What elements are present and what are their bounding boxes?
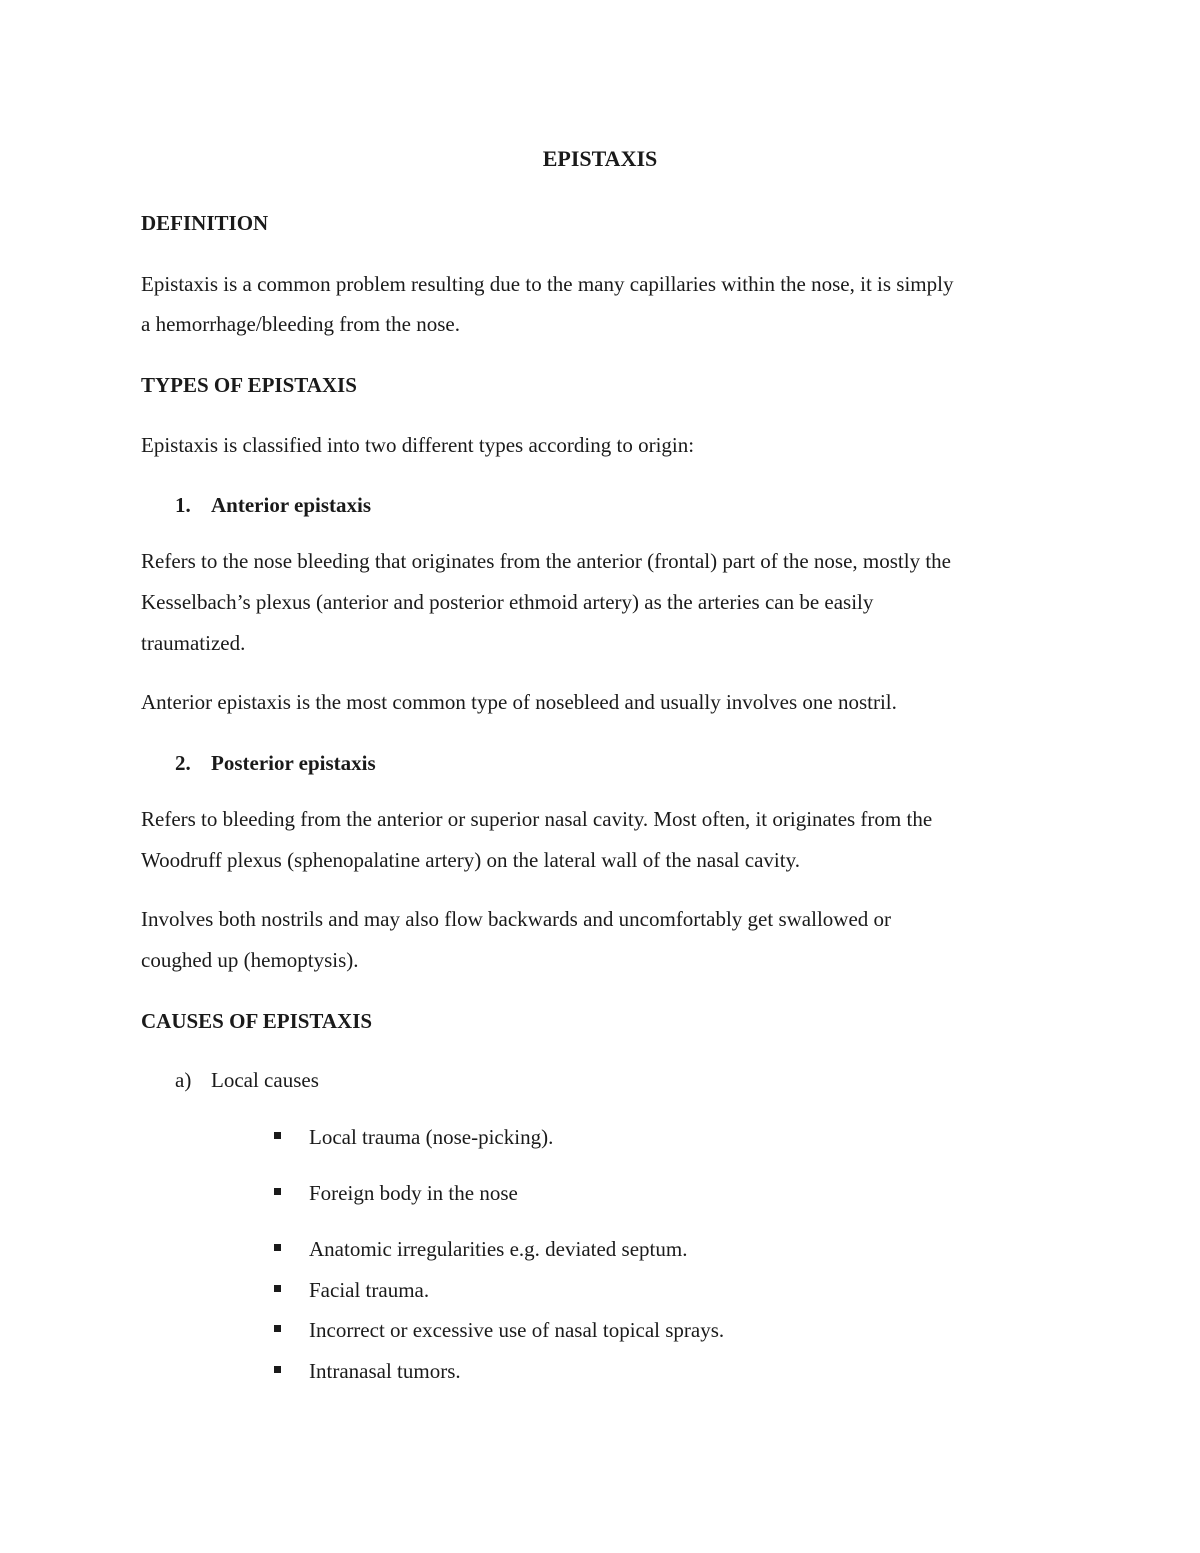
square-bullet-icon [274,1244,281,1251]
type2-note-line: coughed up (hemoptysis). [141,948,359,972]
type1-text-line: Refers to the nose bleeding that originates from the anterior (frontal) part of the nose, mostly the [141,549,952,573]
type1-number: 1. [175,493,191,517]
list-item-text: Foreign body in the nose [309,1181,518,1205]
type2-heading: Posterior epistaxis [211,751,376,775]
causes-heading: CAUSES OF EPISTAXIS [141,1009,373,1033]
types-heading: TYPES OF EPISTAXIS [141,373,357,397]
square-bullet-icon [274,1325,281,1332]
list-item-text: Local trauma (nose-picking). [309,1125,554,1149]
local-causes-heading: Local causes [211,1068,319,1092]
type1-note: Anterior epistaxis is the most common type of nosebleed and usually involves one nostril. [141,690,897,714]
square-bullet-icon [274,1132,281,1139]
square-bullet-icon [274,1285,281,1292]
type2-number: 2. [175,751,191,775]
document-title: EPISTAXIS [542,146,658,171]
definition-text-line: Epistaxis is a common problem resulting due to the many capillaries within the nose, it is simply [141,272,954,296]
square-bullet-icon [274,1366,281,1373]
list-item-text: Anatomic irregularities e.g. deviated septum. [309,1237,688,1261]
list-item-text: Intranasal tumors. [309,1359,461,1383]
list-item-text: Facial trauma. [309,1278,430,1302]
type2-text-line: Woodruff plexus (sphenopalatine artery) on the lateral wall of the nasal cavity. [141,848,800,872]
square-bullet-icon [274,1188,281,1195]
local-causes-marker: a) [175,1068,192,1092]
definition-heading: DEFINITION [141,211,269,235]
type2-text-line: Refers to bleeding from the anterior or superior nasal cavity. Most often, it originates from the [141,807,933,831]
types-intro: Epistaxis is classified into two different types according to origin: [141,433,695,457]
type1-heading: Anterior epistaxis [211,493,372,517]
list-item-text: Incorrect or excessive use of nasal topical sprays. [309,1318,725,1342]
type1-text-line: Kesselbach’s plexus (anterior and posterior ethmoid artery) as the arteries can be easily [141,590,874,614]
definition-text-line: a hemorrhage/bleeding from the nose. [141,312,460,336]
type2-note-line: Involves both nostrils and may also flow backwards and uncomfortably get swallowed or [141,907,892,931]
type1-text-line: traumatized. [141,631,246,655]
